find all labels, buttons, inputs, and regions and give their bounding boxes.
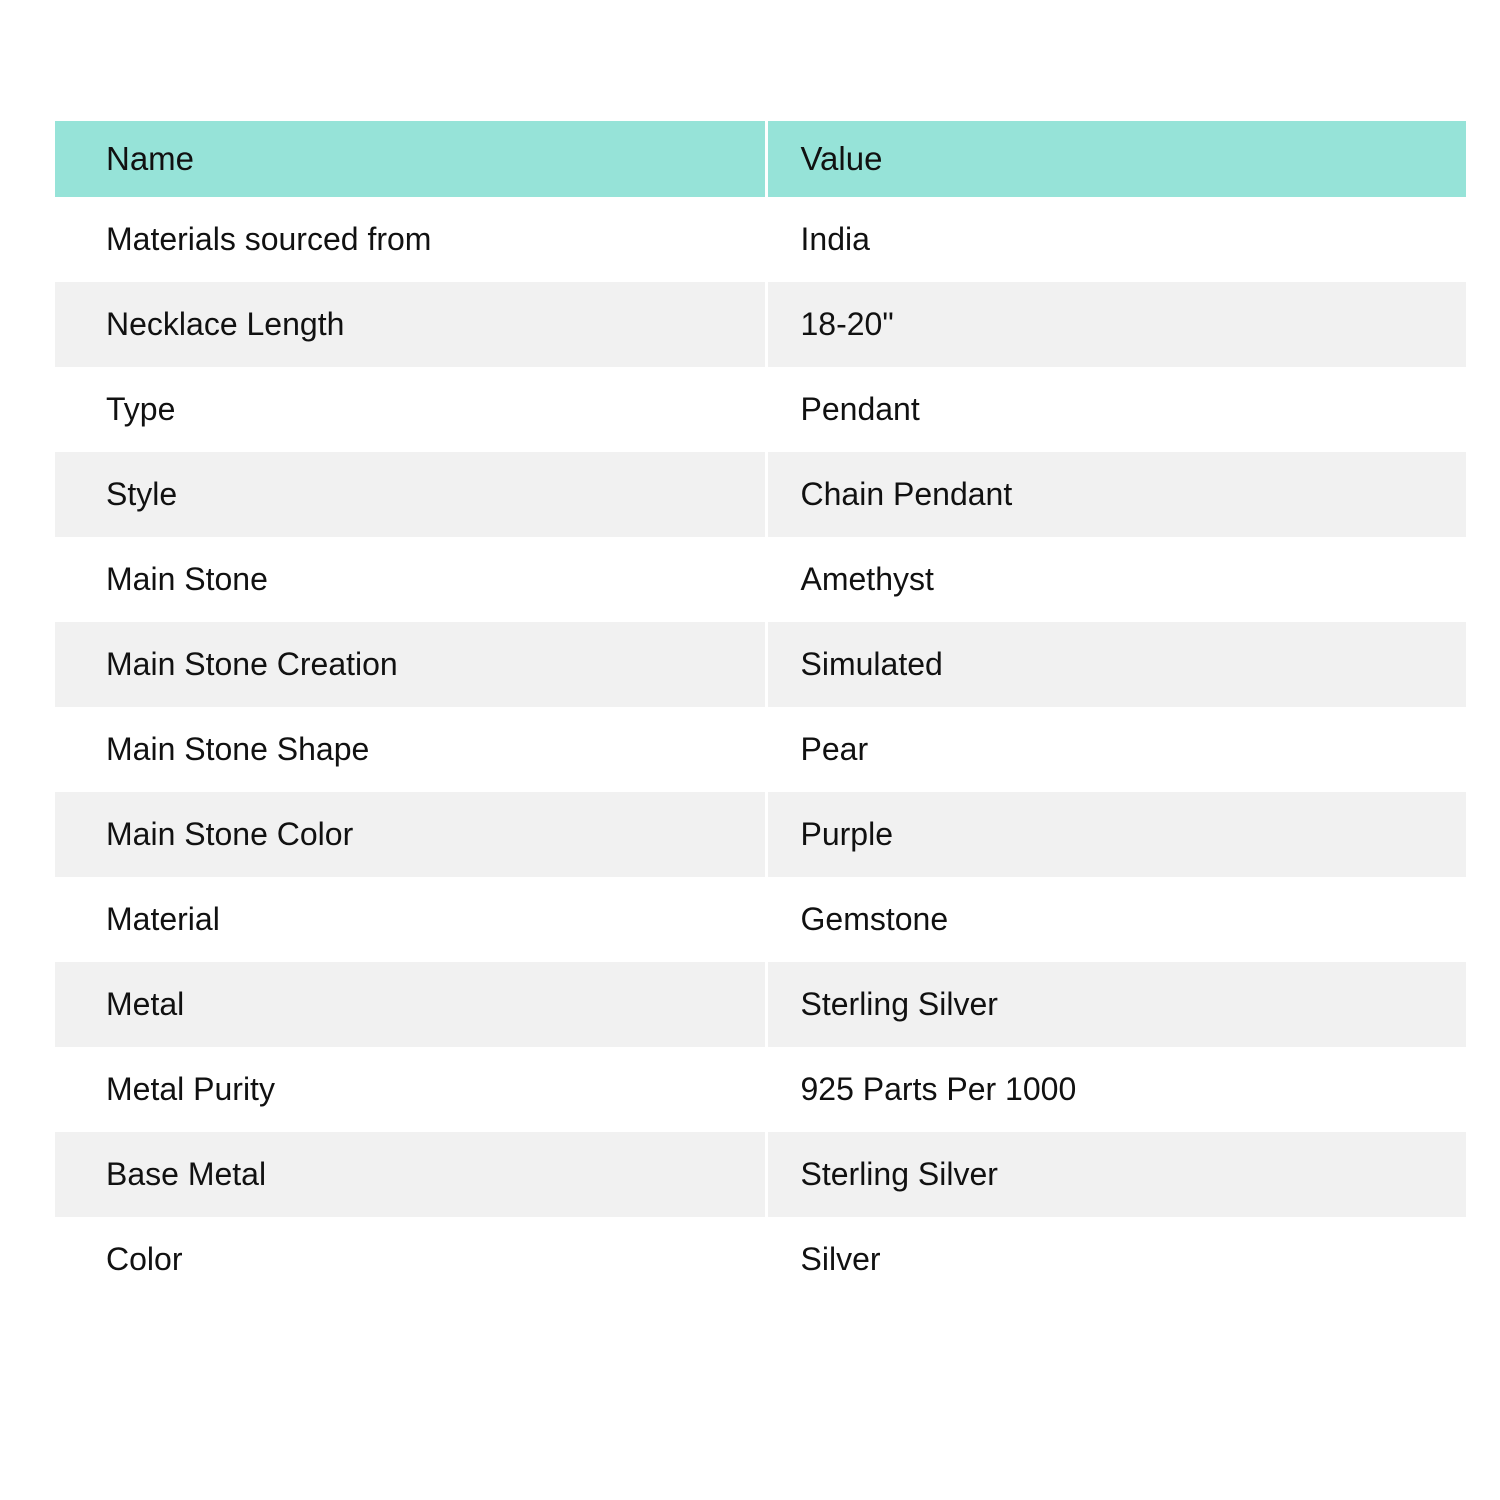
table-header xyxy=(55,121,1466,197)
row-value-cell: Chain Pendant xyxy=(800,476,1013,512)
table-row xyxy=(55,1217,1466,1302)
table-row xyxy=(55,367,1466,452)
row-value-cell: Sterling Silver xyxy=(800,1156,998,1192)
table-row xyxy=(55,282,1466,367)
table-row xyxy=(55,1132,1466,1217)
row-name-cell: Material xyxy=(55,877,766,962)
row-name-cell: Metal xyxy=(55,962,766,1047)
row-value-cell: Amethyst xyxy=(800,561,934,597)
row-value-cell: Purple xyxy=(800,816,893,852)
table-row xyxy=(55,1047,1466,1132)
row-name-cell: Main Stone xyxy=(55,537,766,622)
row-value-cell: 18-20" xyxy=(800,306,894,342)
column-header-value: Value xyxy=(766,121,1466,197)
row-name-cell: Main Stone Creation xyxy=(55,622,766,707)
row-value-cell: 925 Parts Per 1000 xyxy=(800,1071,1077,1107)
row-value-cell: India xyxy=(800,221,870,257)
table-row xyxy=(55,707,1466,792)
row-name-cell: Main Stone Shape xyxy=(55,707,766,792)
row-name-cell: Main Stone Color xyxy=(55,792,766,877)
row-value-cell: Pendant xyxy=(800,391,920,427)
row-value-cell: Silver xyxy=(800,1241,881,1277)
table-row xyxy=(55,962,1466,1047)
table-row xyxy=(55,197,1466,282)
row-name-cell: Type xyxy=(55,367,766,452)
row-name-cell: Necklace Length xyxy=(55,282,766,367)
row-name-cell: Style xyxy=(55,452,766,537)
table-body xyxy=(55,197,1466,1302)
row-name-cell: Metal Purity xyxy=(55,1047,766,1132)
header-row xyxy=(55,121,1466,197)
spec-table xyxy=(55,121,1466,1302)
row-name-cell: Color xyxy=(55,1217,766,1302)
table-row xyxy=(55,622,1466,707)
row-name-cell: Base Metal xyxy=(55,1132,766,1217)
table-row xyxy=(55,877,1466,962)
row-value-cell: Simulated xyxy=(800,646,943,682)
column-header-name: Name xyxy=(55,121,766,197)
row-value-cell: Pear xyxy=(800,731,869,767)
row-value-cell: Sterling Silver xyxy=(800,986,998,1022)
row-name-cell: Materials sourced from xyxy=(55,197,766,282)
table-row xyxy=(55,537,1466,622)
table-row xyxy=(55,792,1466,877)
row-value-cell: Gemstone xyxy=(800,901,949,937)
table-row xyxy=(55,452,1466,537)
